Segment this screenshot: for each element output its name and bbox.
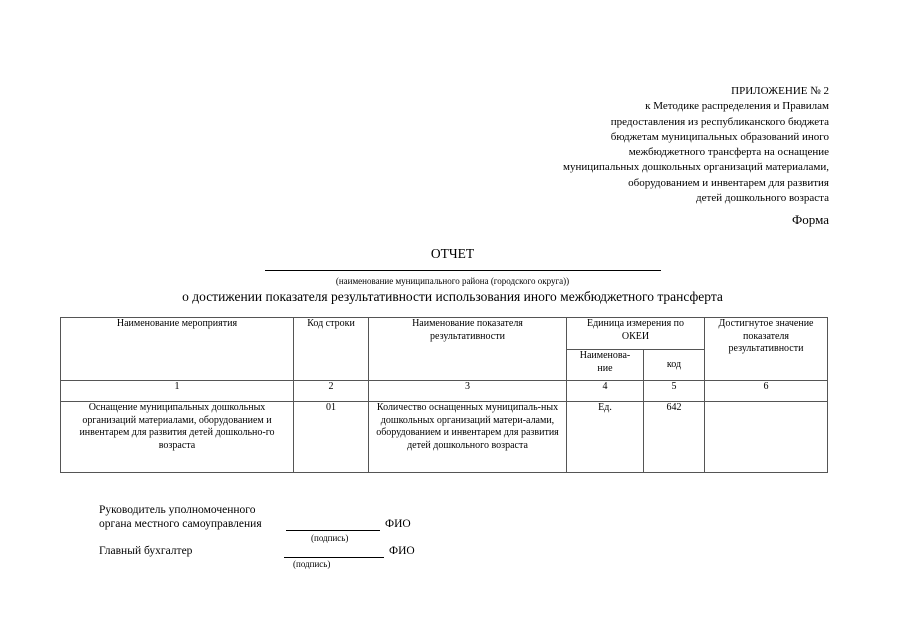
cell-code: 01	[294, 402, 369, 473]
district-name-caption: (наименование муниципального района (городского округа))	[335, 276, 570, 286]
district-name-line[interactable]	[265, 270, 661, 271]
header-code: Код строки	[294, 318, 369, 381]
header-unit-code: код	[644, 350, 705, 381]
head-fio: ФИО	[385, 518, 411, 530]
accountant-signature-line[interactable]	[284, 557, 384, 558]
header-event: Наименование мероприятия	[61, 318, 294, 381]
accountant-fio: ФИО	[389, 545, 415, 557]
column-number: 1	[61, 381, 294, 402]
column-number: 4	[567, 381, 644, 402]
form-label: Форма	[792, 212, 829, 227]
header-indicator: Наименование показателя результативности	[369, 318, 567, 381]
accountant-signature-caption: (подпись)	[293, 559, 331, 569]
head-title-line2: органа местного самоуправления	[99, 518, 262, 530]
report-subtitle: о достижении показателя результативности использования иного межбюджетного трансферта	[182, 289, 723, 304]
header-unit-name: Наименова-ние	[567, 350, 644, 381]
appendix-line: предоставления из республиканского бюджета	[610, 115, 829, 128]
column-number: 3	[369, 381, 567, 402]
column-number: 6	[705, 381, 828, 402]
cell-unit-code: 642	[644, 402, 705, 473]
header-unit-group: Единица измерения по ОКЕИ	[567, 318, 705, 350]
accountant-title: Главный бухгалтер	[99, 545, 193, 557]
head-signature-line[interactable]	[286, 530, 380, 531]
table-row	[61, 402, 828, 473]
appendix-line: ПРИЛОЖЕНИЕ № 2	[731, 85, 829, 97]
appendix-line: бюджетам муниципальных образований иного	[610, 130, 829, 143]
head-signature-caption: (подпись)	[311, 533, 349, 543]
appendix-line: детей дошкольного возраста	[696, 192, 829, 205]
cell-unit-name: Ед.	[567, 402, 644, 473]
appendix-line: муниципальных дошкольных организаций материалами,	[563, 161, 829, 174]
head-title-line1: Руководитель уполномоченного	[99, 504, 256, 516]
column-number: 2	[294, 381, 369, 402]
appendix-line: к Методике распределения и Правилам	[645, 100, 829, 113]
report-table	[60, 317, 828, 473]
column-number: 5	[644, 381, 705, 402]
header-achieved: Достигнутое значение показателя результативности	[705, 318, 828, 381]
cell-indicator: Количество оснащенных муниципаль-ных дошкольных организаций матери-алами, оборудованием и инвентарем для развития детей дошкольного возраста	[369, 402, 567, 473]
appendix-line: межбюджетного трансферта на оснащение	[628, 146, 829, 159]
report-title: ОТЧЕТ	[430, 246, 475, 261]
cell-achieved[interactable]	[705, 402, 828, 473]
appendix-line: оборудованием и инвентарем для развития	[628, 176, 829, 189]
appendix-header	[563, 84, 829, 206]
cell-event: Оснащение муниципальных дошкольных организаций материалами, оборудованием и инвентарем для развития детей дошкольно-го возраста	[61, 402, 294, 473]
